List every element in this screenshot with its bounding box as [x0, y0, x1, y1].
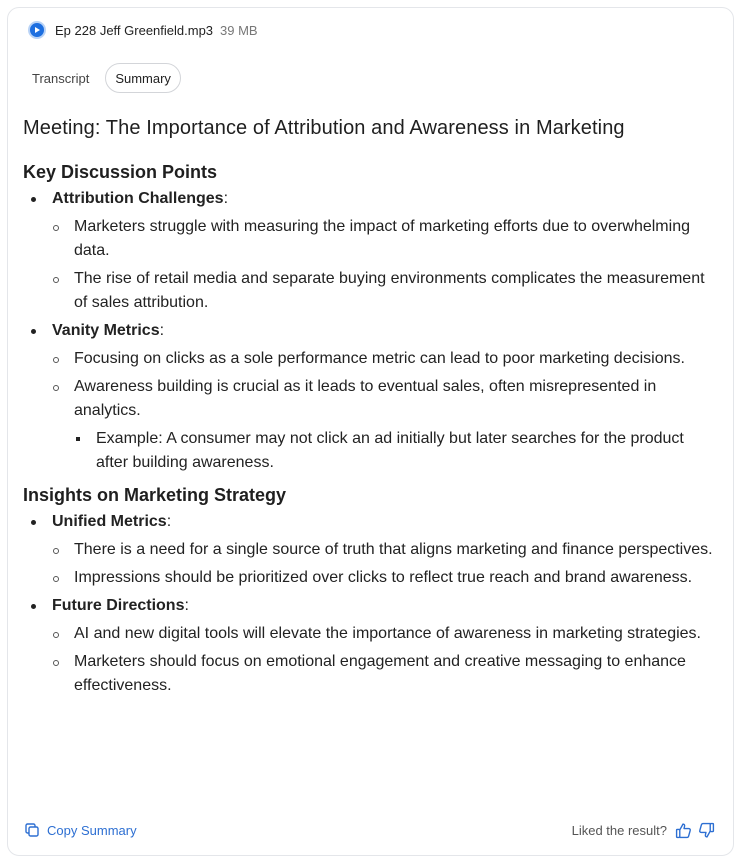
feedback-group — [572, 822, 715, 839]
list-item: Vanity Metrics: Focusing on clicks as a sole performance metric can lead to poor marketing decisions. Awareness building is crucial as it leads to eventual sales, often misrepresented in analytics. Example: A consumer may not click an ad initially but later searches for the product after building awareness. — [23, 319, 713, 475]
play-circle-icon[interactable] — [28, 21, 46, 39]
summary-card — [7, 7, 734, 856]
list-item: There is a need for a single source of truth that aligns marketing and finance perspectives. — [23, 538, 713, 562]
summary-content — [23, 115, 713, 698]
copy-icon — [24, 822, 40, 838]
file-name: Ep 228 Jeff Greenfield.mp3 — [55, 22, 214, 38]
list-item: AI and new digital tools will elevate the importance of awareness in marketing strategies. — [23, 622, 713, 646]
item-label: Unified Metrics — [52, 513, 167, 530]
copy-summary-button[interactable] — [24, 822, 137, 838]
thumbs-down-icon[interactable] — [698, 822, 715, 839]
summary-footer — [24, 819, 715, 841]
tab-transcript[interactable]: Transcript — [32, 70, 90, 86]
list-item: Marketers struggle with measuring the impact of marketing efforts due to overwhelming data. — [23, 215, 713, 263]
thumbs-up-icon[interactable] — [675, 822, 692, 839]
section-list — [23, 510, 713, 698]
file-size: 39 MB — [220, 22, 258, 38]
list-item: Focusing on clicks as a sole performance metric can lead to poor marketing decisions. — [23, 347, 713, 371]
summary-title: Meeting: The Importance of Attribution and Awareness in Marketing — [23, 117, 625, 139]
list-item: Attribution Challenges: Marketers struggle with measuring the impact of marketing efforts due to overwhelming data. The rise of retail media and separate buying environments complicates the measurement of sales attribution. — [23, 187, 713, 315]
item-label: Attribution Challenges — [52, 190, 224, 207]
item-label: Vanity Metrics — [52, 322, 160, 339]
view-tabs — [22, 63, 181, 93]
feedback-label: Liked the result? — [571, 822, 667, 838]
list-item: The rise of retail media and separate buying environments complicates the measurement of sales attribution. — [23, 267, 713, 315]
file-header — [28, 20, 258, 40]
list-item: Unified Metrics: There is a need for a single source of truth that aligns marketing and finance perspectives. Impressions should be prioritized over clicks to reflect true reach and brand awareness. — [23, 510, 713, 590]
list-item: Impressions should be prioritized over clicks to reflect true reach and brand awareness. — [23, 566, 713, 590]
section-list — [23, 187, 713, 475]
list-item: Marketers should focus on emotional engagement and creative messaging to enhance effectiveness. — [23, 650, 713, 698]
section-heading: Insights on Marketing Strategy — [23, 485, 287, 505]
item-label: Future Directions — [52, 597, 185, 614]
list-item-text: Awareness building is crucial as it leads to eventual sales, often misrepresented in analytics. — [74, 378, 657, 419]
copy-summary-label: Copy Summary — [47, 822, 137, 838]
tab-summary[interactable]: Summary — [105, 63, 181, 93]
section-heading: Key Discussion Points — [23, 162, 218, 182]
list-item — [23, 375, 713, 475]
list-item: Example: A consumer may not click an ad initially but later searches for the product after building awareness. — [23, 427, 713, 475]
list-item: Future Directions: AI and new digital tools will elevate the importance of awareness in marketing strategies. Marketers should focus on emotional engagement and creative messaging to enhance effectiveness. — [23, 594, 713, 698]
